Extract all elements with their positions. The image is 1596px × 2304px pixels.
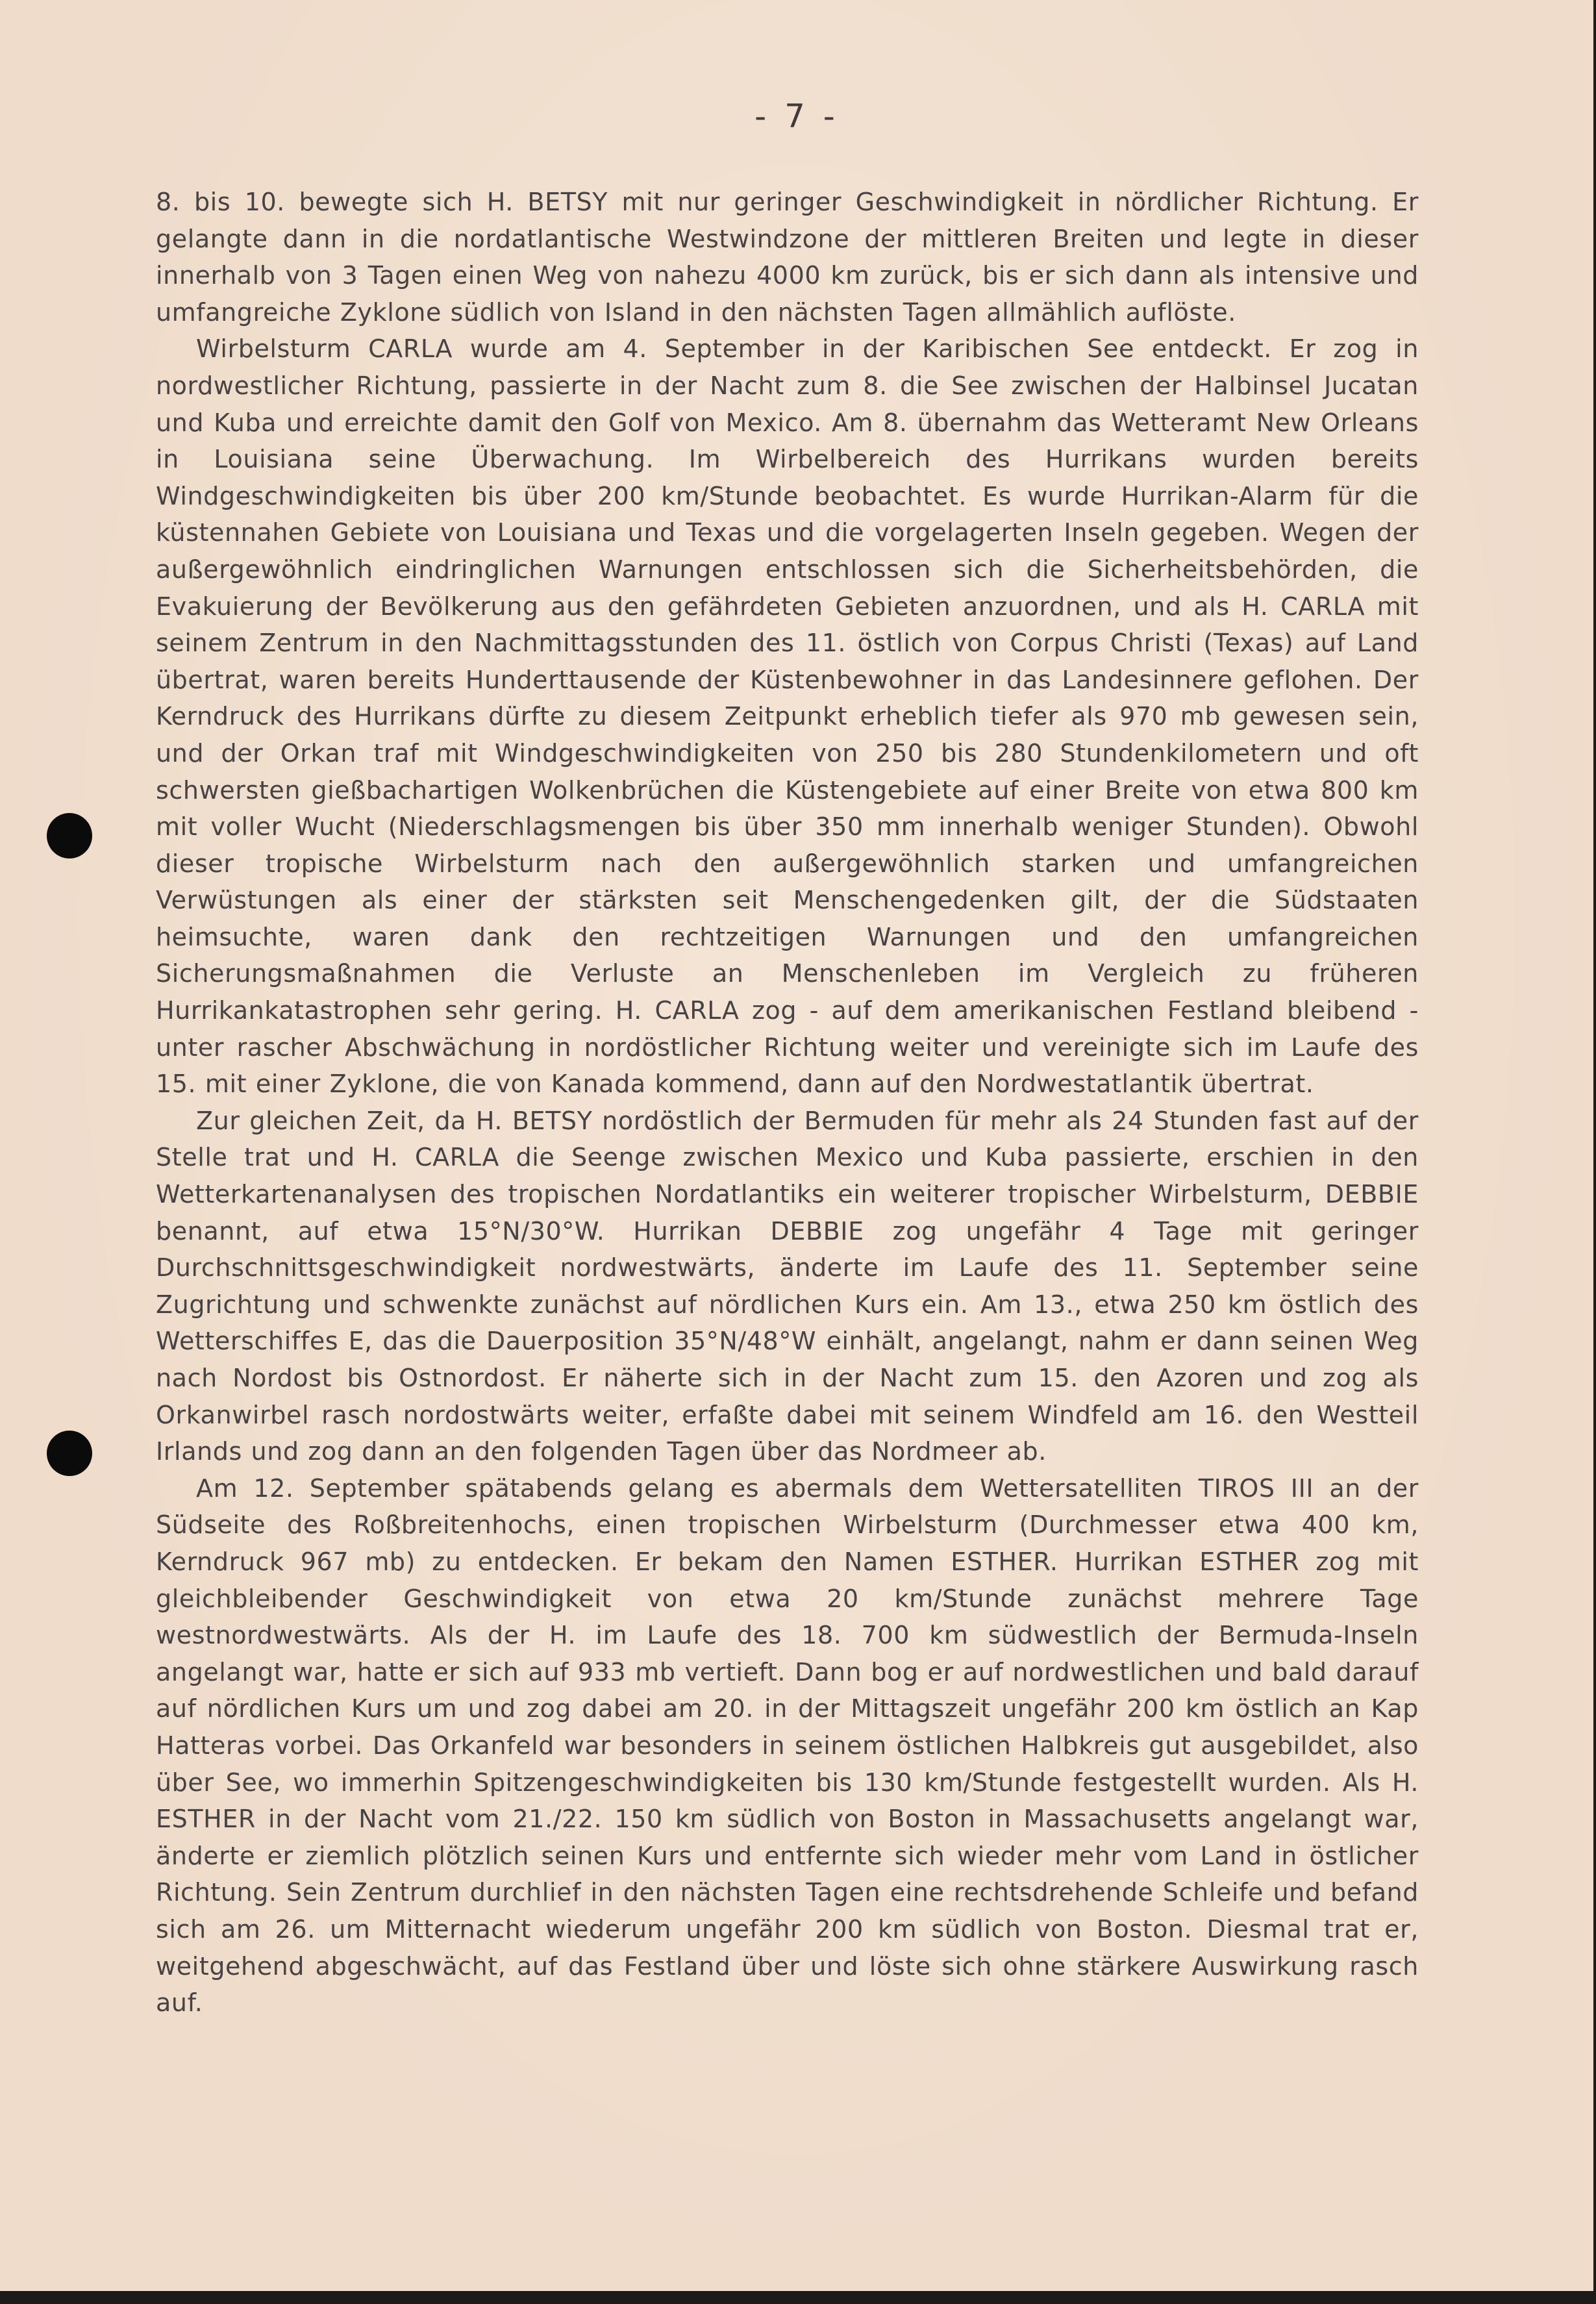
paragraph-betsy-continuation: 8. bis 10. bewegte sich H. BETSY mit nur geringer Geschwindigkeit in nördlicher Richtung. Er gelangte dann in die nordatlantische Westwindzone der mittleren Breiten und legte in dieser innerhalb von 3 Tagen einen Weg von nahezu 4000 km zurück, bis er sich dann als intensive und umfangreiche Zyklone südlich von Island in den nächsten Tagen allmählich auflöste. xyxy=(156,188,1419,327)
paragraph-carla: Wirbelsturm CARLA wurde am 4. September in der Karibischen See entdeckt. Er zog in nordwestlicher Richtung, passierte in der Nacht zum 8. die See zwischen der Halbinsel Jucatan und Kuba und erreichte damit den Golf von Mexico. Am 8. übernahm das Wetteramt New Orleans in Louisiana seine Überwachung. Im Wirbelbereich des Hurrikans wurden bereits Windgeschwindigkeiten bis über 200 km/Stunde beobachtet. Es wurde Hurrikan-Alarm für die küstennahen Gebiete von Louisiana und Texas und die vorgelagerten Inseln gegeben. Wegen der außergewöhnlich eindringlichen Warnungen entschlossen sich die Sicherheitsbehörden, die Evakuierung der Bevölkerung aus den gefährdeten Gebieten anzuordnen, und als H. CARLA mit seinem Zentrum in den Nachmittagsstunden des 11. östlich von Corpus Christi (Texas) auf Land übertrat, waren bereits Hunderttausende der Küstenbewohner in das Landesinnere geflohen. Der Kerndruck des Hurrikans dürfte zu diesem Zeitpunkt erheblich tiefer als 970 mb gewesen sein, und der Orkan traf mit Windgeschwindigkeiten von 250 bis 280 Stundenkilometern und oft schwersten gießbachartigen Wolkenbrüchen die Küstengebiete auf einer Breite von etwa 800 km mit voller Wucht (Niederschlagsmengen bis über 350 mm innerhalb weniger Stunden). Obwohl dieser tropische Wirbelsturm nach den außergewöhnlich starken und umfangreichen Verwüstungen als einer der stärksten seit Menschengedenken gilt, der die Südstaaten heimsuchte, waren dank den rechtzeitigen Warnungen und den umfangreichen Sicherungsmaßnahmen die Verluste an Menschenleben im Vergleich zu früheren Hurrikankatastrophen sehr gering. H. CARLA zog - auf dem amerikanischen Festland bleibend - unter rascher Abschwächung in nordöstlicher Richtung weiter und vereinigte sich im Laufe des 15. mit einer Zyklone, die von Kanada kommend, dann auf den Nordwestatlantik übertrat. xyxy=(156,334,1419,1099)
page-number: - 7 - xyxy=(754,97,839,135)
punch-hole-lower xyxy=(47,1431,92,1476)
paragraph-debbie: Zur gleichen Zeit, da H. BETSY nordöstlich der Bermuden für mehr als 24 Stunden fast auf der Stelle trat und H. CARLA die Seenge zwischen Mexico und Kuba passierte, erschien in den Wetterkartenanalysen des tropischen Nordatlantiks ein weiterer tropischer Wirbelsturm, DEBBIE benannt, auf etwa 15°N/30°W. Hurrikan DEBBIE zog ungefähr 4 Tage mit geringer Durchschnittsgeschwindigkeit nordwestwärts, änderte im Laufe des 11. September seine Zugrichtung und schwenkte zunächst auf nördlichen Kurs ein. Am 13., etwa 250 km östlich des Wetterschiffes E, das die Dauerposition 35°N/48°W einhält, angelangt, nahm er dann seinen Weg nach Nordost bis Ostnordost. Er näherte sich in der Nacht zum 15. den Azoren und zog als Orkanwirbel rasch nordostwärts weiter, erfaßte dabei mit seinem Windfeld am 16. den Westteil Irlands und zog dann an den folgenden Tagen über das Nordmeer ab. xyxy=(156,1106,1419,1466)
body-text xyxy=(156,184,1419,2022)
punch-hole-upper xyxy=(47,813,92,858)
scan-bottom-edge xyxy=(0,2291,1596,2304)
paragraph-esther: Am 12. September spätabends gelang es abermals dem Wettersatelliten TIROS III an der Südseite des Roßbreitenhochs, einen tropischen Wirbelsturm (Durchmesser etwa 400 km, Kerndruck 967 mb) zu entdecken. Er bekam den Namen ESTHER. Hurrikan ESTHER zog mit gleichbleibender Geschwindigkeit von etwa 20 km/Stunde zunächst mehrere Tage westnordwestwärts. Als der H. im Laufe des 18. 700 km südwestlich der Bermuda-Inseln angelangt war, hatte er sich auf 933 mb vertieft. Dann bog er auf nordwestlichen und bald darauf auf nördlichen Kurs um und zog dabei am 20. in der Mittagszeit ungefähr 200 km östlich an Kap Hatteras vorbei. Das Orkanfeld war besonders in seinem östlichen Halbkreis gut ausgebildet, also über See, wo immerhin Spitzengeschwindigkeiten bis 130 km/Stunde festgestellt wurden. Als H. ESTHER in der Nacht vom 21./22. 150 km südlich von Boston in Massachusetts angelangt war, änderte er ziemlich plötzlich seinen Kurs und entfernte sich wieder mehr vom Land in östlicher Richtung. Sein Zentrum durchlief in den nächsten Tagen eine rechtsdrehende Schleife und befand sich am 26. um Mitternacht wiederum ungefähr 200 km südlich von Boston. Diesmal trat er, weitgehend abgeschwächt, auf das Festland über und löste sich ohne stärkere Auswirkung rasch auf. xyxy=(156,1473,1419,2018)
